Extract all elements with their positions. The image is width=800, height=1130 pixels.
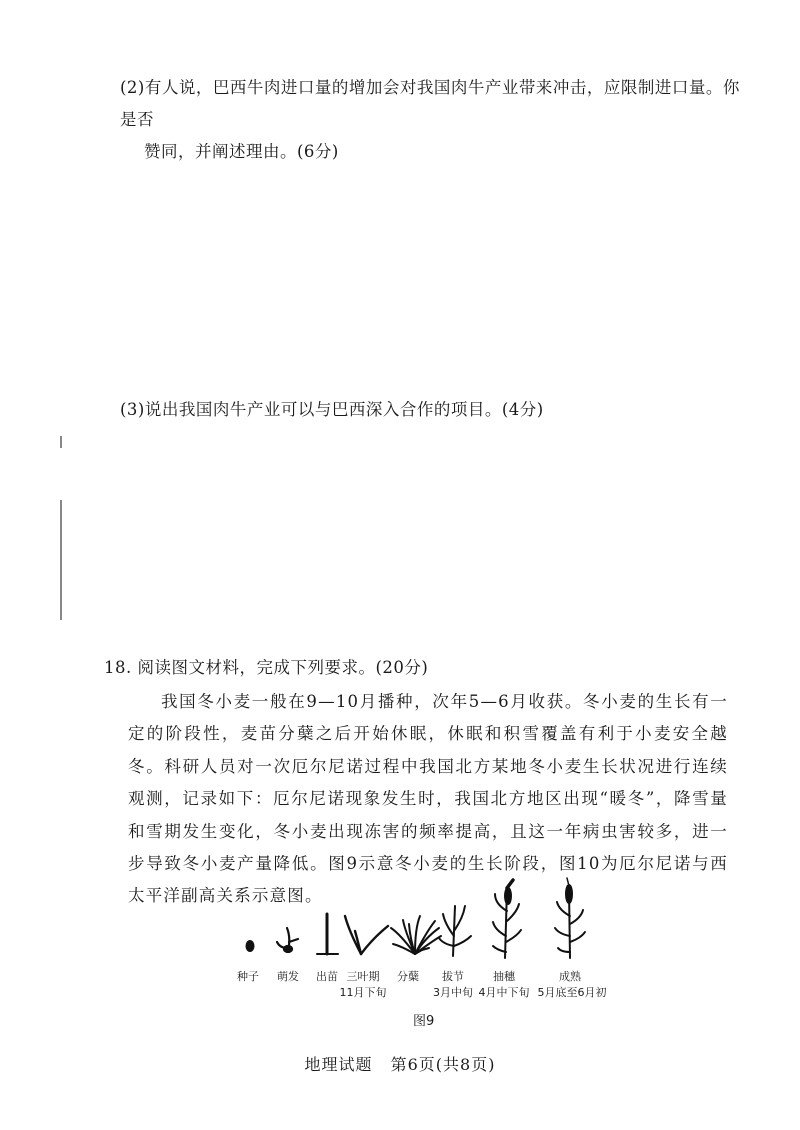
emergence-drawing <box>317 914 338 954</box>
stage-label-seed: 种子 <box>237 970 259 983</box>
date-label-heading: 4月中下旬 <box>478 986 530 999</box>
figure-caption: 图9 <box>413 1014 435 1029</box>
stage-label-jointing: 拔节 <box>442 970 464 983</box>
stage-label-heading: 抽穗 <box>493 970 515 983</box>
heading-drawing <box>493 880 521 958</box>
footer-subject: 地理试题 <box>304 1055 373 1074</box>
margin-mark <box>60 500 62 620</box>
page-footer <box>0 1052 800 1075</box>
stage-label-germination: 萌发 <box>277 970 299 983</box>
margin-mark <box>60 436 62 448</box>
question-18-paragraph: 我国冬小麦一般在9—10月播种，次年5—6月收获。冬小麦的生长有一定的阶段性，麦苗分蘖之后开始休眠，休眠和积雪覆盖有利于小麦安全越冬。科研人员对一次厄尔尼诺过程中我国北方某地冬小麦生长状况进行连续观测，记录如下：厄尔尼诺现象发生时，我国北方地区出现“暖冬”，降雪量和雪期发生变化，冬小麦出现冻害的频率提高，且这一年病虫害较多，进一步导致冬小麦产量降低。图9示意冬小麦的生长阶段，图10为厄尔尼诺与西太平洋副高关系示意图。 <box>128 692 728 906</box>
question-2 <box>120 72 740 168</box>
question-3: (3)说出我国肉牛产业可以与巴西深入合作的项目。(4分) <box>120 400 544 419</box>
tillering-drawing <box>391 916 441 954</box>
date-label-maturity: 5月底至6月初 <box>537 986 607 999</box>
date-label-jointing: 3月中旬 <box>433 986 473 999</box>
question-2-line2: 赞同，并阐述理由。(6分) <box>144 142 339 161</box>
wheat-growth-stages-figure <box>225 876 625 1026</box>
stage-label-emergence: 出苗 <box>316 970 338 983</box>
stage-label-three-leaf: 三叶期 <box>346 970 380 983</box>
seed-drawing <box>246 940 255 952</box>
question-18-title: 18. 阅读图文材料，完成下列要求。(20分) <box>104 658 429 677</box>
date-label-three-leaf: 11月下旬 <box>339 986 387 999</box>
footer-page-number: 第6页(共8页) <box>390 1055 496 1074</box>
maturity-drawing <box>555 878 585 958</box>
jointing-drawing <box>439 906 471 956</box>
stage-label-tillering: 分蘖 <box>397 970 419 983</box>
stage-label-maturity: 成熟 <box>559 970 581 983</box>
germination-drawing <box>277 928 298 952</box>
three-leaf-drawing <box>345 916 388 954</box>
question-2-line1: (2)有人说，巴西牛肉进口量的增加会对我国肉牛产业带来冲击，应限制进口量。你是否 <box>120 78 740 129</box>
